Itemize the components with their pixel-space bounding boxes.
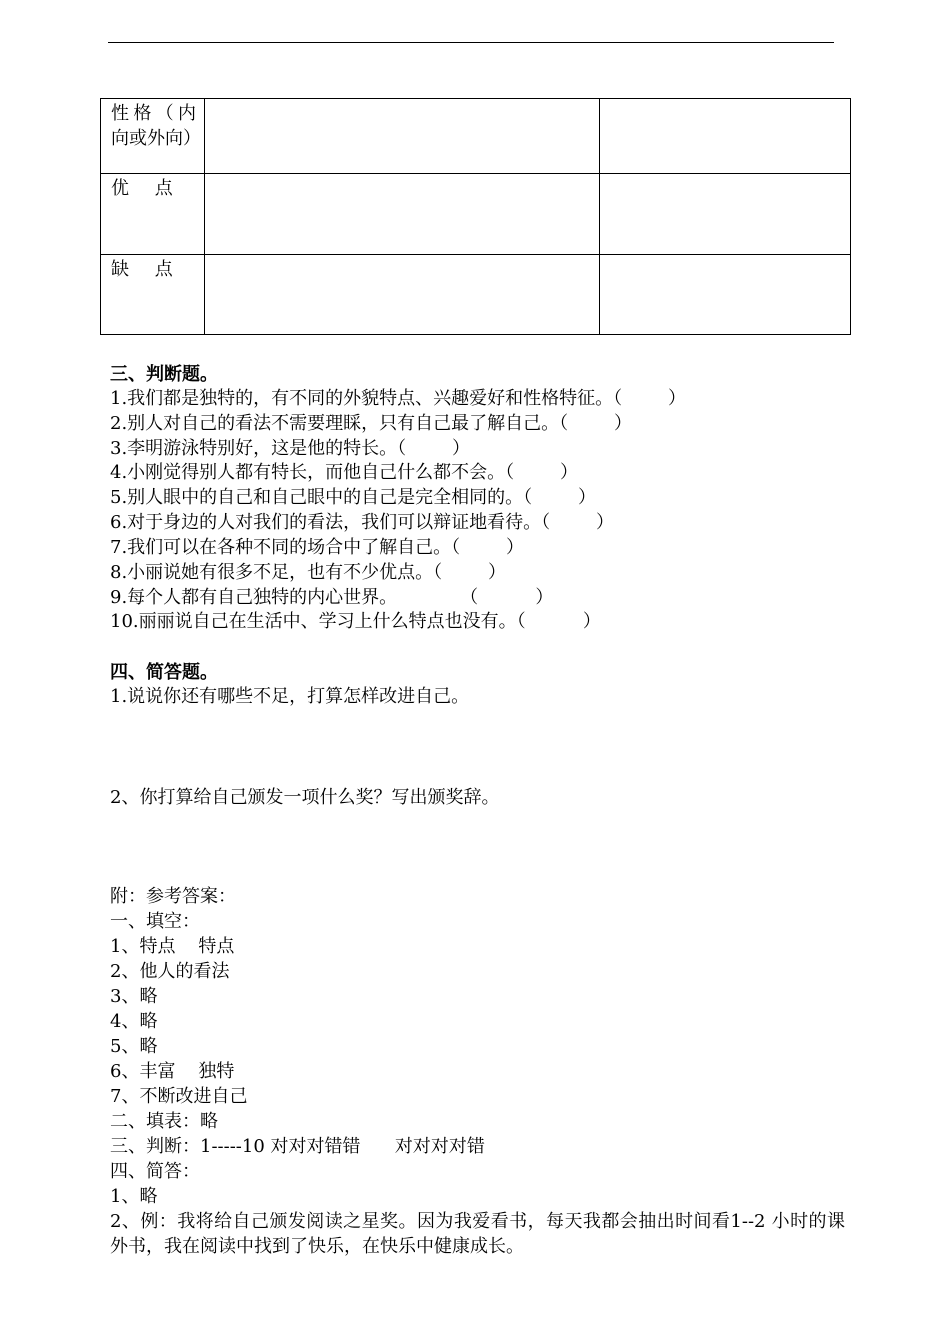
table-row [101, 174, 851, 255]
reference-answers [110, 884, 845, 1259]
table-row [101, 255, 851, 335]
table-cell[interactable] [205, 99, 600, 174]
section4-heading: 四、简答题。 [110, 662, 218, 683]
answer-line: 二、填表：略 [110, 1111, 218, 1132]
answer-line: 7、不断改进自己 [110, 1086, 248, 1107]
question-item: 5.别人眼中的自己和自己眼中的自己是完全相同的。（ ） [110, 487, 596, 508]
short-answer-question: 2、你打算给自己颁发一项什么奖？写出颁奖辞。 [110, 787, 500, 808]
question-item: 2.别人对自己的看法不需要理睬，只有自己最了解自己。（ ） [110, 413, 632, 434]
question-item: 10.丽丽说自己在生活中、学习上什么特点也没有。（ ） [110, 611, 601, 632]
question-item: 4.小刚觉得别人都有特长，而他自己什么都不会。（ ） [110, 462, 578, 483]
answer-line: 2、他人的看法 [110, 961, 230, 982]
answer-line: 1、特点 特点 [110, 936, 235, 957]
answer-line: 6、丰富 独特 [110, 1061, 235, 1082]
row-label-cell [101, 174, 205, 255]
row-label-cell [101, 99, 205, 174]
question-item: 1.我们都是独特的，有不同的外貌特点、兴趣爱好和性格特征。（ ） [110, 388, 686, 409]
table-cell[interactable] [205, 255, 600, 335]
table-row [101, 99, 851, 174]
answers-title: 附：参考答案： [110, 886, 236, 907]
question-item: 6.对于身边的人对我们的看法，我们可以辩证地看待。（ ） [110, 512, 614, 533]
question-item: 3.李明游泳特别好，这是他的特长。（ ） [110, 438, 470, 459]
question-item: 9.每个人都有自己独特的内心世界。 （ ） [110, 587, 554, 608]
short-answer-question: 1.说说你还有哪些不足，打算怎样改进自己。 [110, 686, 470, 707]
row-label-cell [101, 255, 205, 335]
self-assessment-table [100, 98, 851, 335]
header-rule [108, 42, 834, 43]
answer-line: 四、简答： [110, 1161, 200, 1182]
answer-line: 4、略 [110, 1011, 158, 1032]
table-cell[interactable] [600, 99, 851, 174]
table-cell[interactable] [600, 255, 851, 335]
table-cell[interactable] [600, 174, 851, 255]
row-label: 优 点 [111, 178, 183, 199]
question-item: 8.小丽说她有很多不足，也有不少优点。（ ） [110, 562, 506, 583]
answer-line: 1、略 [110, 1186, 158, 1207]
answer-line: 一、填空： [110, 911, 200, 932]
table-cell[interactable] [205, 174, 600, 255]
answer-line: 5、略 [110, 1036, 158, 1057]
answer-line: 三、判断：1-----10 对对对错错 对对对对错 [110, 1136, 485, 1157]
answer-line: 3、略 [110, 986, 158, 1007]
question-item: 7.我们可以在各种不同的场合中了解自己。（ ） [110, 537, 524, 558]
row-label: 性格（内向或外向） [111, 103, 201, 149]
section3-heading: 三、判断题。 [110, 364, 218, 385]
row-label: 缺 点 [111, 259, 183, 280]
answer-paragraph: 2、例：我将给自己颁发阅读之星奖。因为我爱看书，每天我都会抽出时间看1--2 小时的课外书，我在阅读中找到了快乐，在快乐中健康成长。 [110, 1211, 845, 1257]
